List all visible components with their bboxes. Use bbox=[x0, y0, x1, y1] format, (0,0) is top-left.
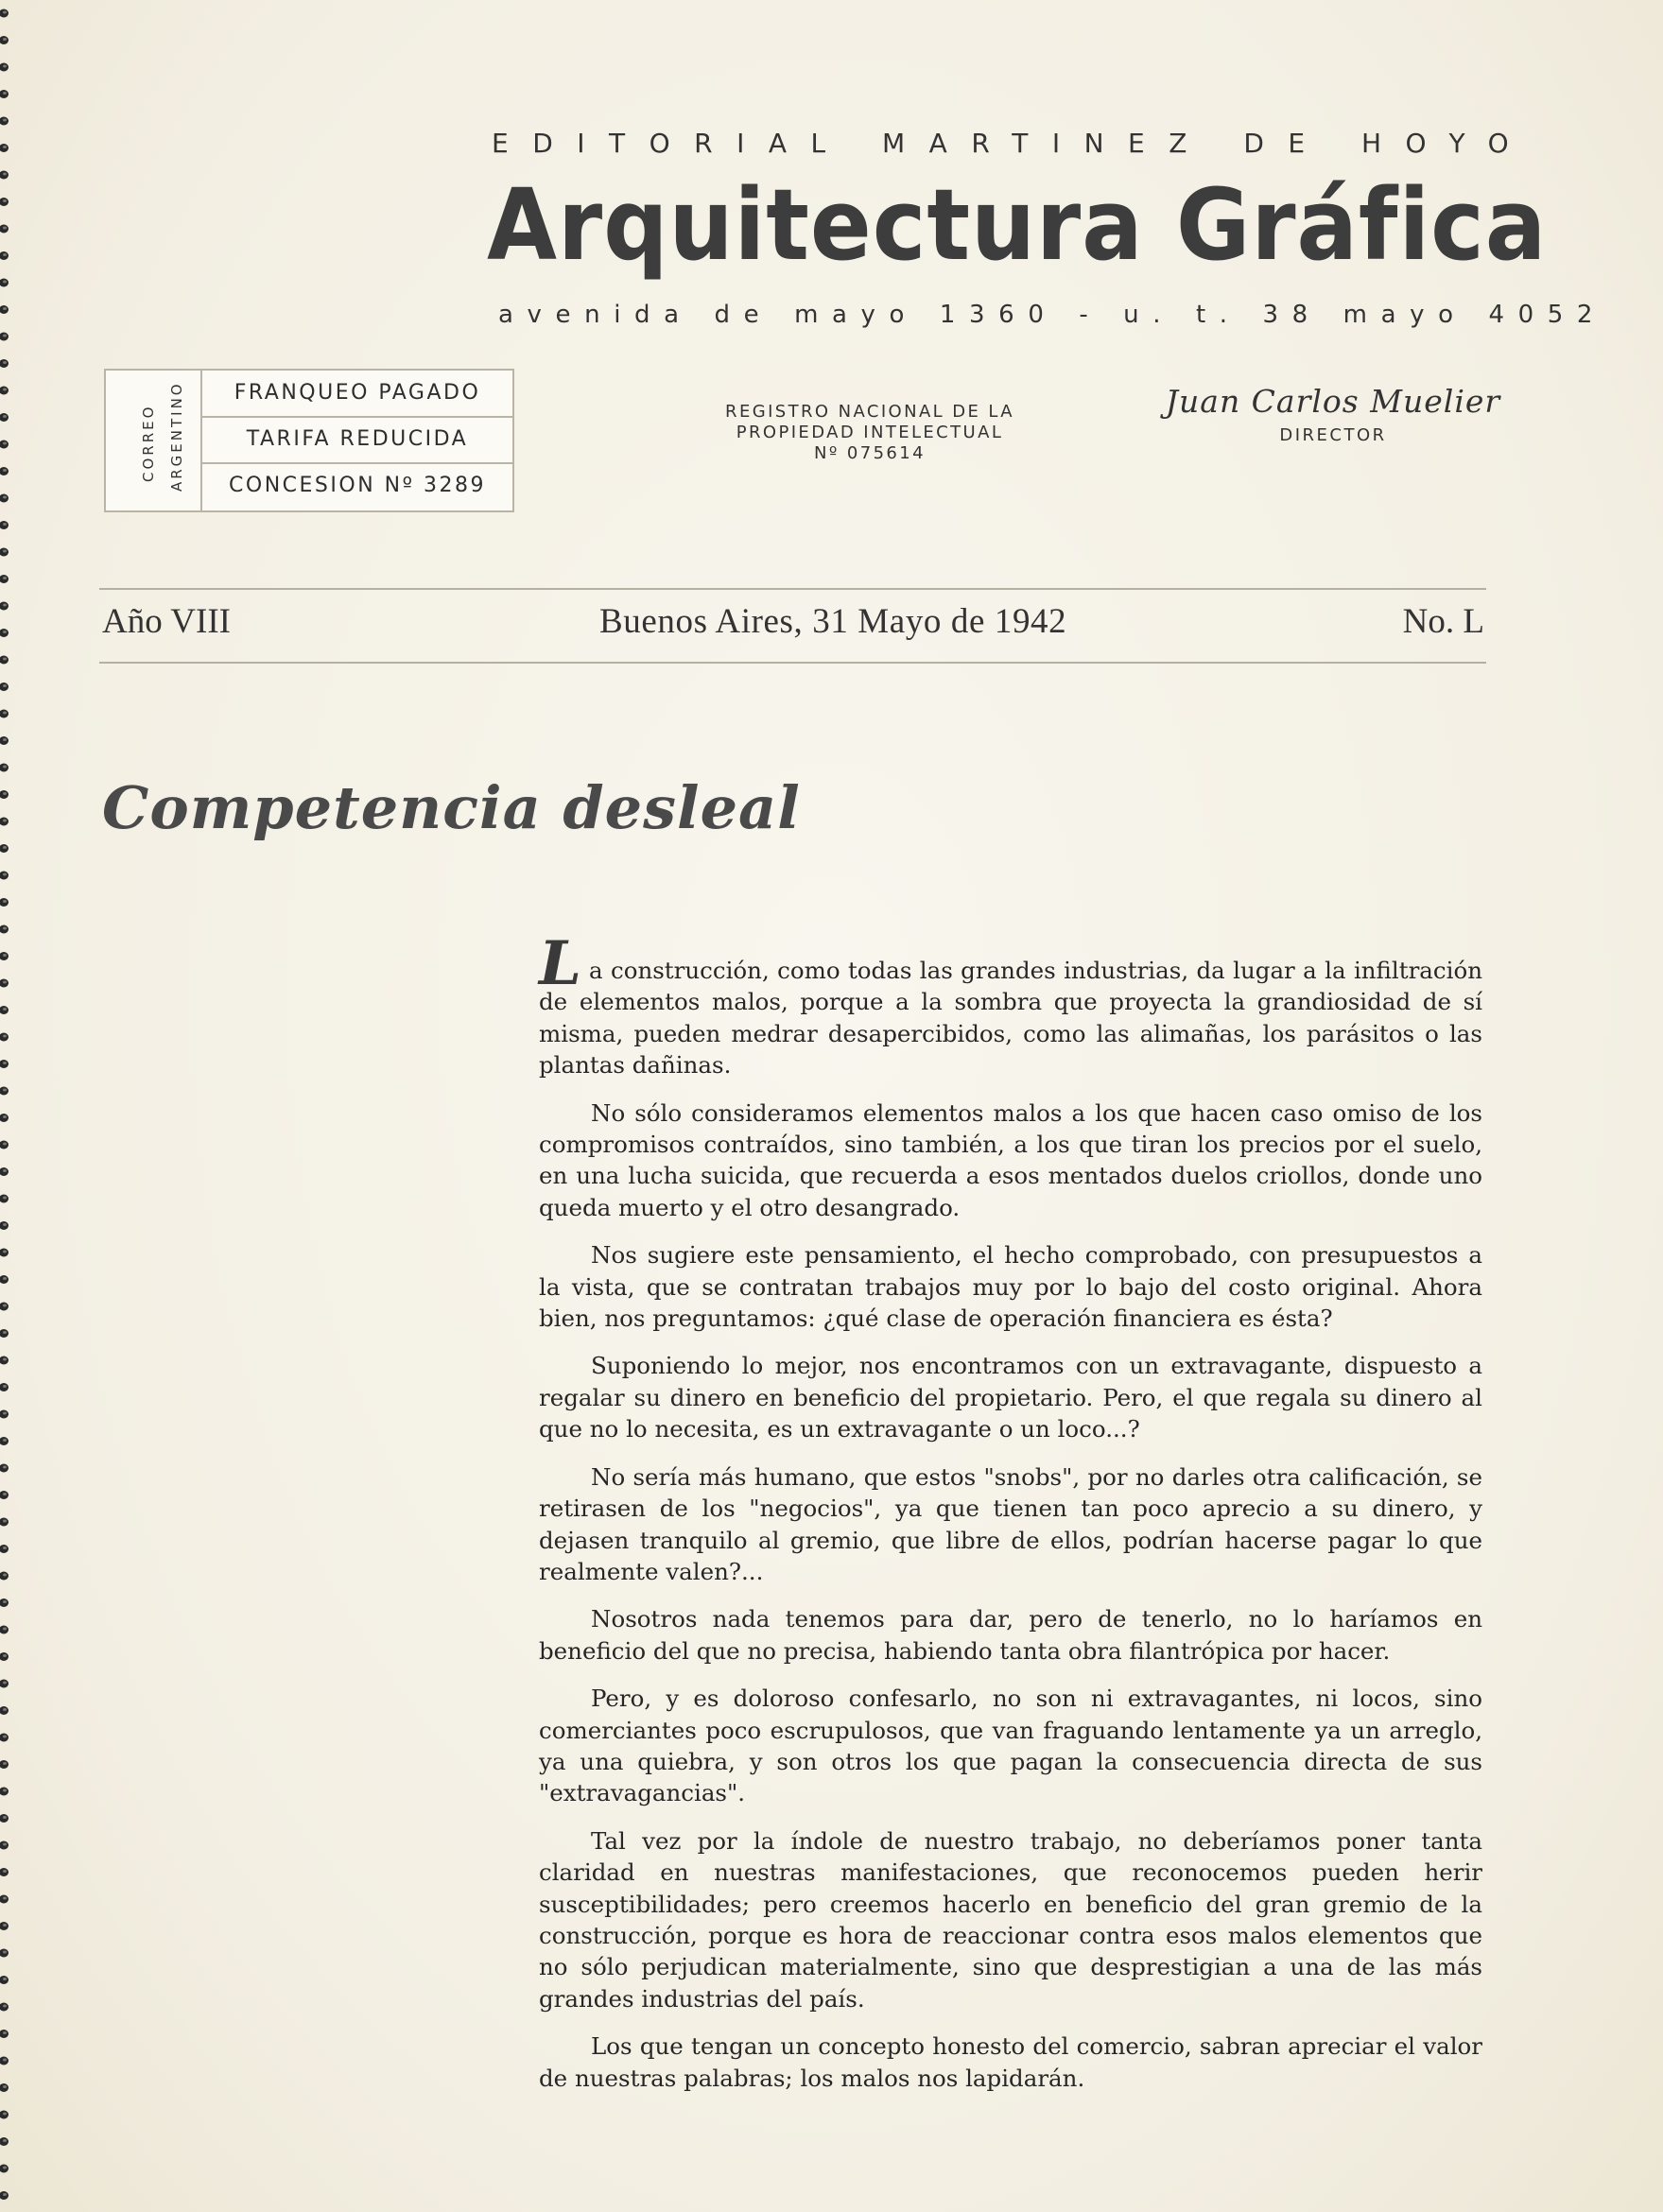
director-title: DIRECTOR bbox=[1279, 425, 1387, 445]
article-body bbox=[539, 928, 1482, 2110]
spiral-binding-graphic bbox=[0, 0, 17, 2212]
director-name: Juan Carlos Muelier bbox=[1165, 383, 1501, 420]
drop-cap: L bbox=[539, 928, 581, 999]
stamp-row-rate: TARIFA REDUCIDA bbox=[202, 417, 512, 464]
spiral-binding bbox=[0, 0, 17, 2212]
publisher-name: EDITORIAL MARTINEZ DE HOYO bbox=[492, 128, 1533, 159]
stamp-row-postage: FRANQUEO PAGADO bbox=[202, 371, 512, 418]
issue-date: Buenos Aires, 31 Mayo de 1942 bbox=[599, 602, 1067, 641]
issue-rule-bottom bbox=[99, 662, 1486, 664]
article-paragraph: Los que tengan un concepto honesto del comercio, sabran apreciar el valor de nuestras palabras; los malos nos lapidarán. bbox=[539, 2032, 1482, 2092]
article-paragraph: Tal vez por la índole de nuestro trabajo, no deberíamos poner tanta claridad en nuestras manifestaciones, que reconocemos pueden herir susceptibilidades; pero creemos hacerlo en beneficio del gran gremio de la construcción, porque es hora de reaccionar contra esos malos elementos que no sólo perjudican materialmente, sino que desprestigian a una de las más grandes industrias del país. bbox=[539, 1826, 1482, 2013]
copyright-registry bbox=[662, 402, 1078, 464]
article-paragraph bbox=[539, 928, 1482, 1081]
stamp-side-line1: CORREO bbox=[140, 404, 157, 482]
issue-rule-top bbox=[99, 588, 1486, 590]
masthead-title: Arquitectura Gráfica bbox=[487, 167, 1548, 283]
article-paragraph: Nos sugiere este pensamiento, el hecho comprobado, con presupuestos a la vista, que se contratan trabajos muy por lo bajo del costo original. Ahora bien, nos preguntamos: ¿qué clase de operación financiera es ésta? bbox=[539, 1241, 1482, 1333]
registry-line1: REGISTRO NACIONAL DE LA bbox=[725, 402, 1014, 422]
issue-year: Año VIII bbox=[102, 602, 231, 641]
stamp-side-line2: ARGENTINO bbox=[168, 381, 185, 492]
article-paragraph: Nosotros nada tenemos para dar, pero de tenerlo, no lo haríamos en beneficio del que no precisa, habiendo tanta obra filantrópica por hacer. bbox=[539, 1605, 1482, 1665]
article-paragraph: No sólo consideramos elementos malos a los que hacen caso omiso de los compromisos contraídos, sino también, a los que tiran los precios por el suelo, en una lucha suicida, que recuerda a esos mentados duelos criollos, donde uno queda muerto y el otro desangrado. bbox=[539, 1098, 1482, 1221]
article-paragraph: Pero, y es doloroso confesarlo, no son ni extravagantes, ni locos, sino comerciantes poco escrupulosos, que van fraguando lentamente ya un arreglo, ya una quiebra, y son otros los que pagan la consecuencia directa de sus "extravagancias". bbox=[539, 1685, 1482, 1807]
article-title: Competencia desleal bbox=[102, 773, 801, 842]
stamp-side-panel bbox=[106, 371, 202, 510]
stamp-row-concession: CONCESION Nº 3289 bbox=[229, 474, 486, 497]
article-paragraph: No sería más humano, que estos "snobs", por no darles otra calificación, se retirasen de los "negocios", ya que tienen tan poco aprecio a su dinero, y dejasen tranquilo al gremio, que libre de ellos, podrían hacerse pagar lo que realmente valen?... bbox=[539, 1462, 1482, 1585]
postage-stamp bbox=[104, 369, 514, 512]
issue-info-bar bbox=[102, 601, 1484, 648]
article-paragraph: Suponiendo lo mejor, nos encontramos con un extravagante, dispuesto a regalar su dinero en beneficio del propietario. Pero, el que regala su dinero al que no lo necesita, es un extravagante o un loco...? bbox=[539, 1352, 1482, 1443]
paragraph-text: a construcción, como todas las grandes industrias, da lugar a la infiltración de elementos malos, porque a la sombra que proyecta la grandiosidad de sí misma, pueden medrar desapercibidos, como las alimañas, los parásitos o las plantas dañinas. bbox=[539, 957, 1482, 1080]
registry-line3: Nº 075614 bbox=[814, 443, 926, 463]
registry-line2: PROPIEDAD INTELECTUAL bbox=[736, 423, 1004, 442]
publisher-address: avenida de mayo 1360 - u. t. 38 mayo 4052 bbox=[498, 301, 1607, 329]
issue-number: No. L bbox=[1402, 602, 1484, 641]
